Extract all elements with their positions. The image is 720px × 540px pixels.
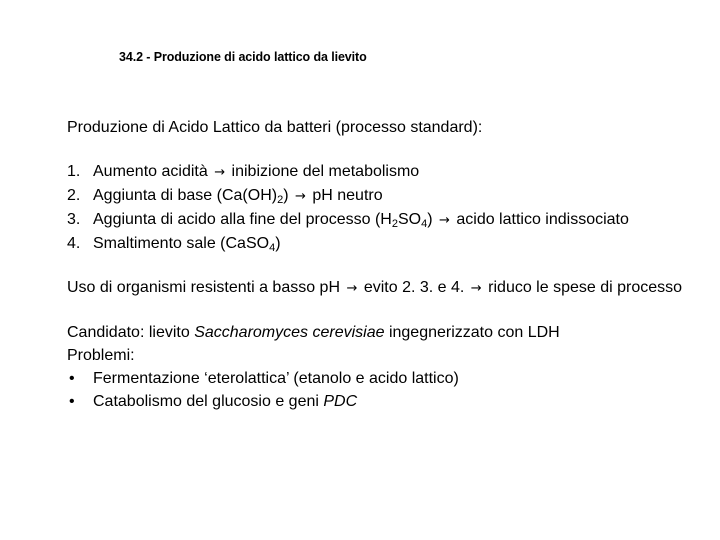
step-result: pH neutro: [312, 187, 383, 204]
list-number: 1.: [67, 163, 81, 180]
list-item: [67, 208, 687, 232]
arrow-right-icon: →: [346, 281, 358, 296]
species-name: Saccharomyces cerevisiae: [194, 324, 385, 341]
subscript: 2: [277, 194, 284, 206]
resistant-text-b: evito 2. 3. e 4.: [363, 279, 465, 296]
resistant-organisms-text: [67, 276, 687, 300]
candidate-suffix: ingegnerizzato con LDH: [388, 324, 560, 341]
list-item: [67, 367, 687, 390]
slide-title: 34.2 - Produzione di acido lattico da lievito: [119, 50, 367, 64]
list-item: [67, 390, 687, 413]
list-number: 4.: [67, 235, 81, 252]
step-text: Aumento acidità: [93, 163, 208, 180]
step-text-end: ): [275, 235, 281, 252]
bullet-icon: •: [69, 393, 75, 410]
step-result: inibizione del metabolismo: [231, 163, 420, 180]
step-text-end: ): [427, 211, 433, 228]
arrow-right-icon: →: [439, 213, 450, 228]
list-item: [67, 184, 687, 208]
step-text-end: ): [283, 187, 289, 204]
step-text: Aggiunta di acido alla fine del processo (H: [93, 211, 392, 228]
step-result: acido lattico indissociato: [456, 211, 629, 228]
formula-part: SO: [397, 211, 422, 228]
subscript: 4: [421, 218, 428, 230]
bullet-icon: •: [69, 370, 75, 387]
intro-text: Produzione di Acido Lattico da batteri (processo standard):: [67, 119, 483, 136]
subscript: 4: [269, 242, 276, 254]
list-item: [67, 232, 687, 255]
candidate-text: [67, 321, 687, 344]
resistant-text-c: riduco le spese di processo: [488, 279, 683, 296]
list-number: 3.: [67, 211, 81, 228]
arrow-right-icon: →: [214, 165, 226, 180]
step-text: Smaltimento sale (CaSO: [93, 235, 270, 252]
problems-list: [67, 367, 687, 413]
candidate-prefix: Candidato: lievito: [67, 324, 190, 341]
arrow-right-icon: →: [295, 189, 306, 204]
step-text: Aggiunta di base (Ca(OH): [93, 187, 278, 204]
list-item: [67, 160, 687, 184]
problem-text: Catabolismo del glucosio e geni: [93, 393, 319, 410]
problems-label: Problemi:: [67, 347, 135, 364]
slide-body: [67, 116, 687, 413]
problem-text: Fermentazione ‘eterolattica’ (etanolo e acido lattico): [93, 370, 459, 387]
list-number: 2.: [67, 187, 81, 204]
resistant-text-a: Uso di organismi resistenti a basso pH: [67, 279, 341, 296]
process-steps-list: [67, 160, 687, 255]
arrow-right-icon: →: [470, 281, 482, 296]
subscript: 2: [391, 218, 398, 230]
gene-name: PDC: [323, 393, 358, 410]
